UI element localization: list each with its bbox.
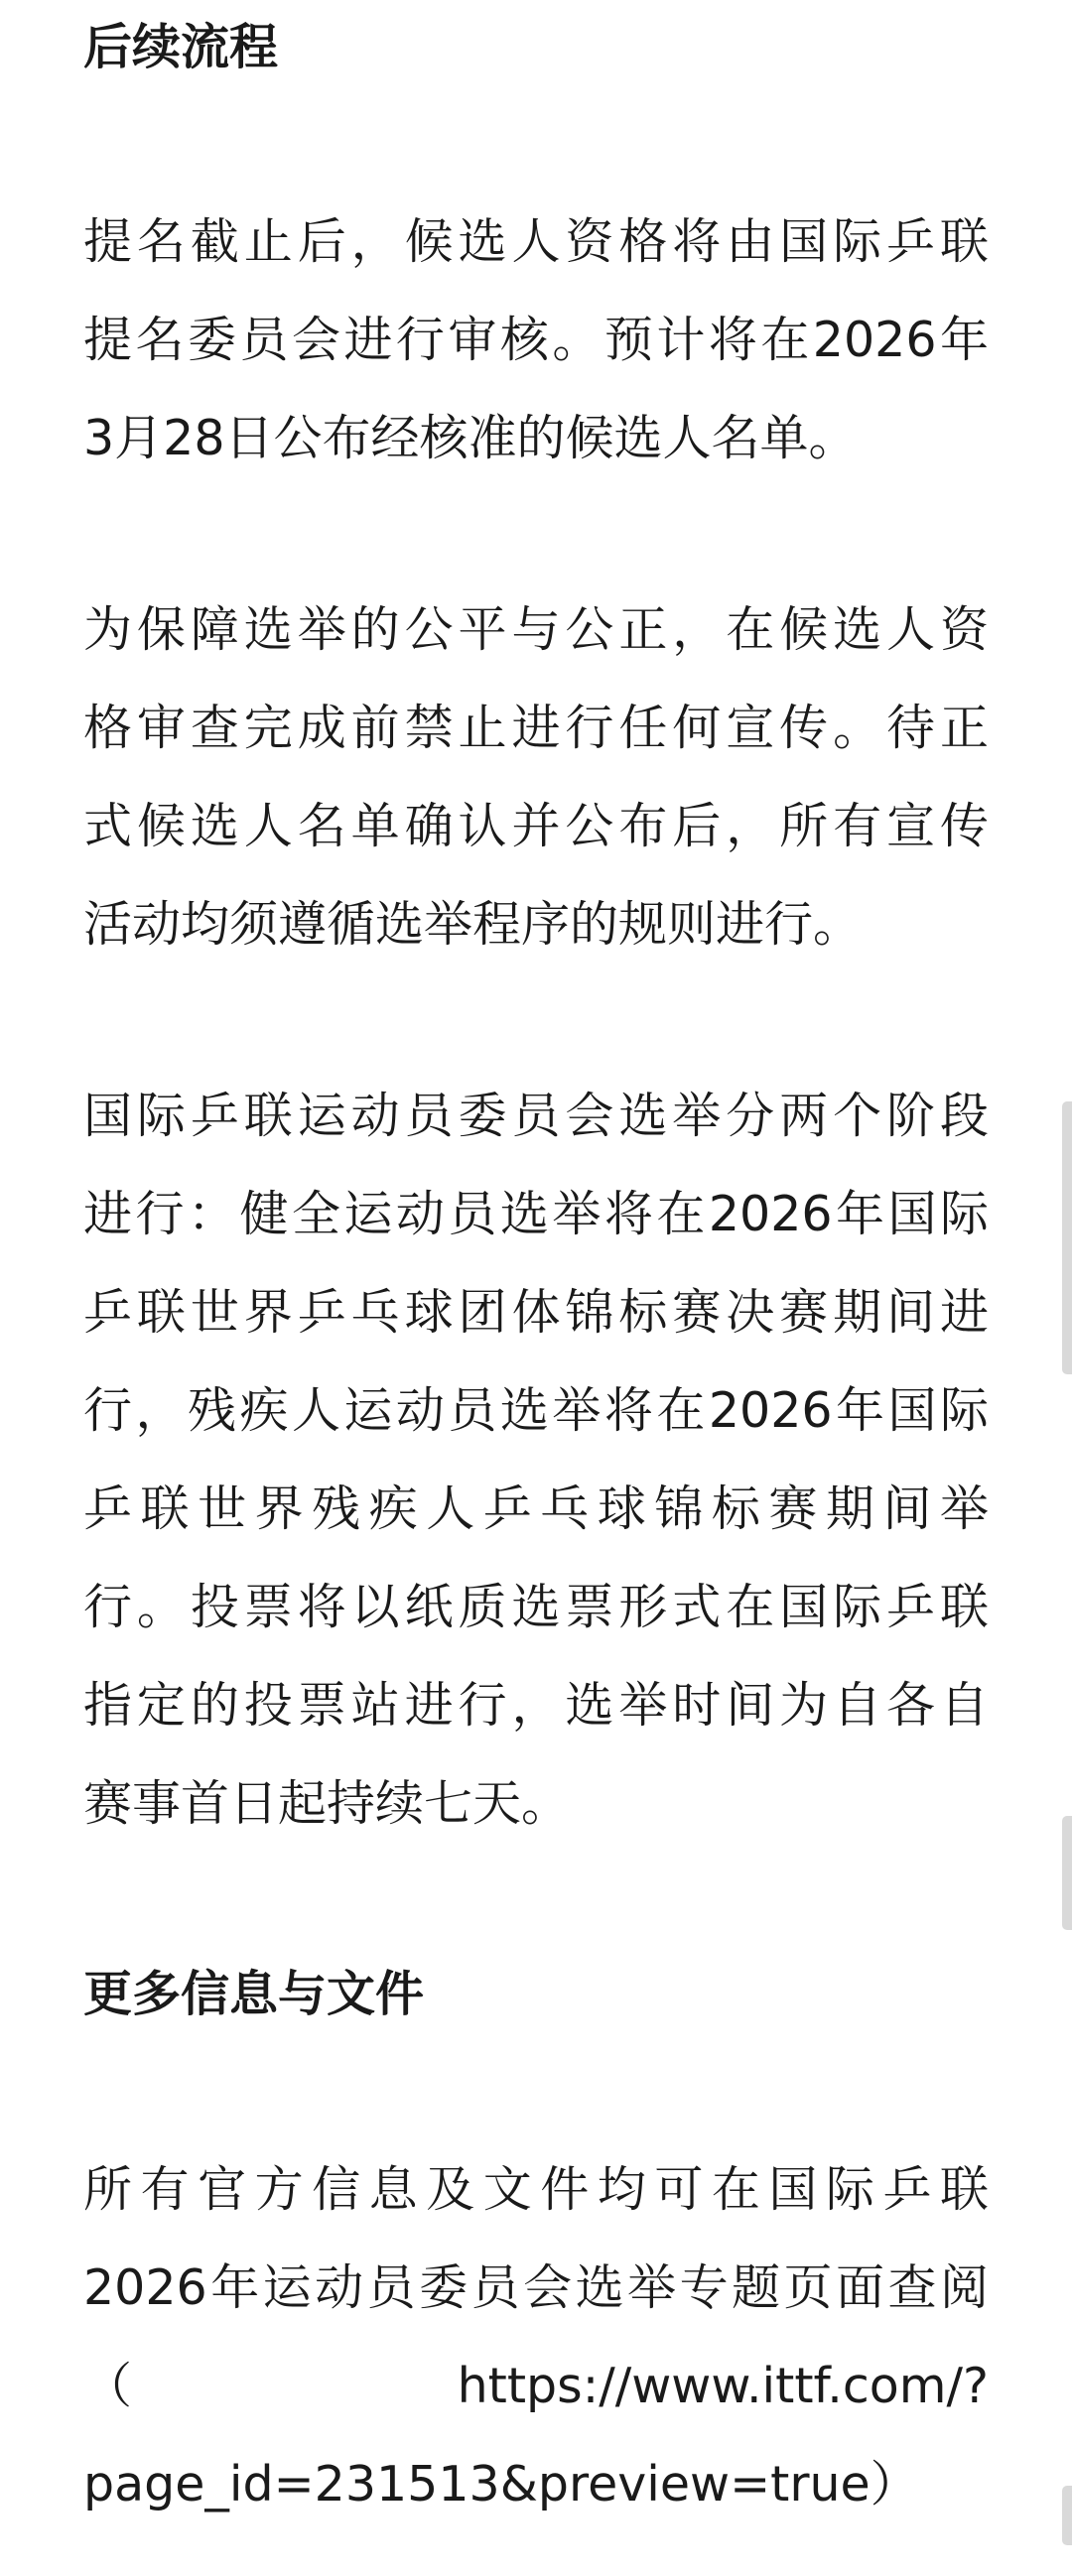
- paragraph-line: 所有官方信息及文件均可在国际乒联: [83, 2161, 989, 2218]
- paragraph-line: 行。投票将以纸质选票形式在国际乒联: [83, 1579, 989, 1635]
- election-page-link-part-2[interactable]: page_id=231513&preview=true）: [83, 2456, 919, 2512]
- paragraph-line: 进行：健全运动员选举将在2026年国际: [83, 1186, 989, 1242]
- section-heading-next-steps: 后续流程: [83, 19, 279, 75]
- paragraph-line: 格审查完成前禁止进行任何宣传。待正: [83, 700, 989, 756]
- paragraph-line: 为保障选举的公平与公正，在候选人资: [83, 601, 989, 658]
- paragraph-line: 式候选人名单确认并公布后，所有宣传: [83, 798, 989, 854]
- paragraph-line: 活动均须遵循选举程序的规则进行。: [83, 896, 863, 953]
- paragraph-campaign-rules: [83, 580, 989, 973]
- paragraph-line: 2026年运动员委员会选举专题页面查阅: [83, 2259, 989, 2316]
- paragraph-more-info: [83, 2140, 989, 2533]
- paragraph-line: 赛事首日起持续七天。: [83, 1775, 571, 1832]
- paragraph-line: 行，残疾人运动员选举将在2026年国际: [83, 1382, 989, 1439]
- paragraph-line: 提名委员会进行审核。预计将在2026年: [83, 312, 989, 368]
- paragraph-line: 国际乒联运动员委员会选举分两个阶段: [83, 1088, 989, 1144]
- paragraph-line: 乒联世界乒乓球团体锦标赛决赛期间进: [83, 1284, 989, 1341]
- paragraph-line: 乒联世界残疾人乒乓球锦标赛期间举: [83, 1481, 989, 1537]
- scrollbar-thumb[interactable]: [1062, 1816, 1072, 1930]
- paragraph-review: [83, 193, 989, 487]
- section-heading-more-info: 更多信息与文件: [83, 1966, 425, 2022]
- paragraph-line: 提名截止后，候选人资格将由国际乒联: [83, 213, 989, 270]
- election-page-link-part-1[interactable]: https://www.ittf.com/?: [457, 2358, 989, 2414]
- paragraph-line: 3月28日公布经核准的候选人名单。: [83, 410, 858, 466]
- scrollbar-thumb[interactable]: [1062, 2486, 1072, 2545]
- scrollbar-thumb[interactable]: [1062, 1101, 1072, 1374]
- url-line: [83, 2337, 989, 2435]
- paragraph-line: 指定的投票站进行，选举时间为自各自: [83, 1677, 989, 1734]
- url-open-paren: （: [83, 2358, 133, 2414]
- paragraph-election-stages: [83, 1067, 989, 1853]
